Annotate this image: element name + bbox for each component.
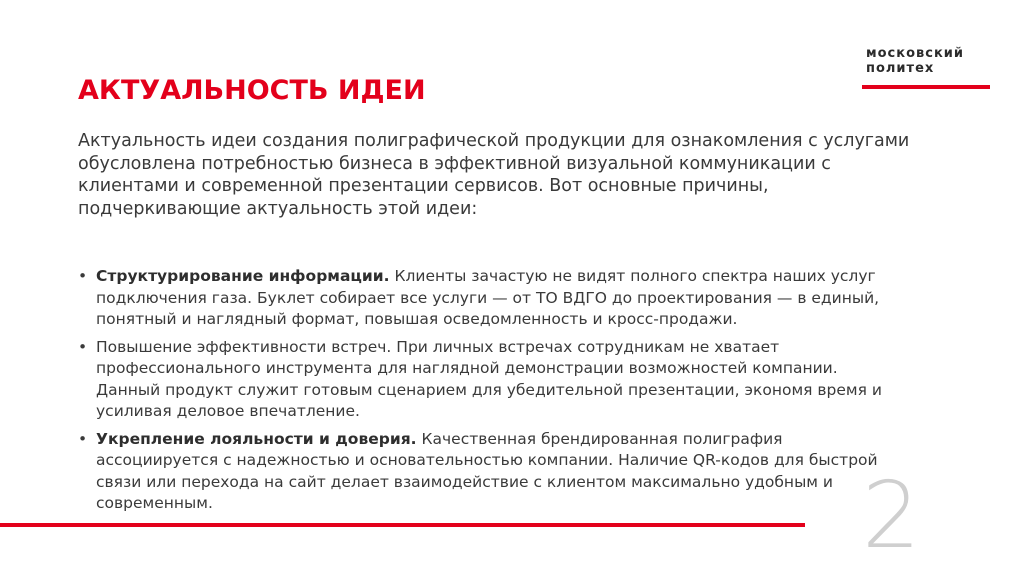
- bullet-marker: •: [78, 267, 88, 285]
- brand-logo-underline: [862, 85, 990, 89]
- bullet-text: Повышение эффективности встреч. При личных встречах сотрудникам не хватает профессионального инструмента для наглядной демонстрации возможностей компании. Данный продукт служит готовым сценарием для убедительной презентации, экономя время и усиливая деловое впечатление.: [96, 337, 882, 420]
- bullet-item: [78, 429, 898, 515]
- bullet-text: Клиенты зачастую не видят полного спектра наших услуг подключения газа. Буклет собирает все услуги — от ТО ВДГО до проектирования — в единый, понятный и наглядный формат, повышая осведомленность и кросс-продажи.: [96, 267, 880, 328]
- bullet-heading: Структурирование информации.: [96, 267, 390, 285]
- bullet-item: [78, 337, 898, 423]
- page-number: 2: [862, 462, 921, 569]
- brand-logo-line-1: московский: [866, 46, 964, 61]
- bullet-marker: •: [78, 429, 88, 448]
- slide-title: АКТУАЛЬНОСТЬ ИДЕИ: [78, 75, 426, 106]
- bullet-item: [78, 266, 898, 331]
- bullet-list: [78, 266, 898, 521]
- brand-logo-line-2: политех: [866, 61, 935, 76]
- bottom-accent-bar: [0, 523, 805, 527]
- bullet-text: Качественная брендированная полиграфия ассоциируется с надежностью и основательностью компании. Наличие QR-кодов для быстрой связи или перехода на сайт делает взаимодействие с клиентом максимально удобным и современным.: [96, 429, 878, 512]
- intro-paragraph: Актуальность идеи создания полиграфической продукции для ознакомления с услугами обусловлена потребностью бизнеса в эффективной визуальной коммуникации с клиентами и современной презентации сервисов. Вот основные причины, подчеркивающие актуальность этой идеи:: [78, 131, 910, 219]
- brand-logo: [866, 46, 990, 92]
- bullet-heading: Укрепление лояльности и доверия.: [96, 429, 417, 448]
- bullet-marker: •: [78, 337, 88, 356]
